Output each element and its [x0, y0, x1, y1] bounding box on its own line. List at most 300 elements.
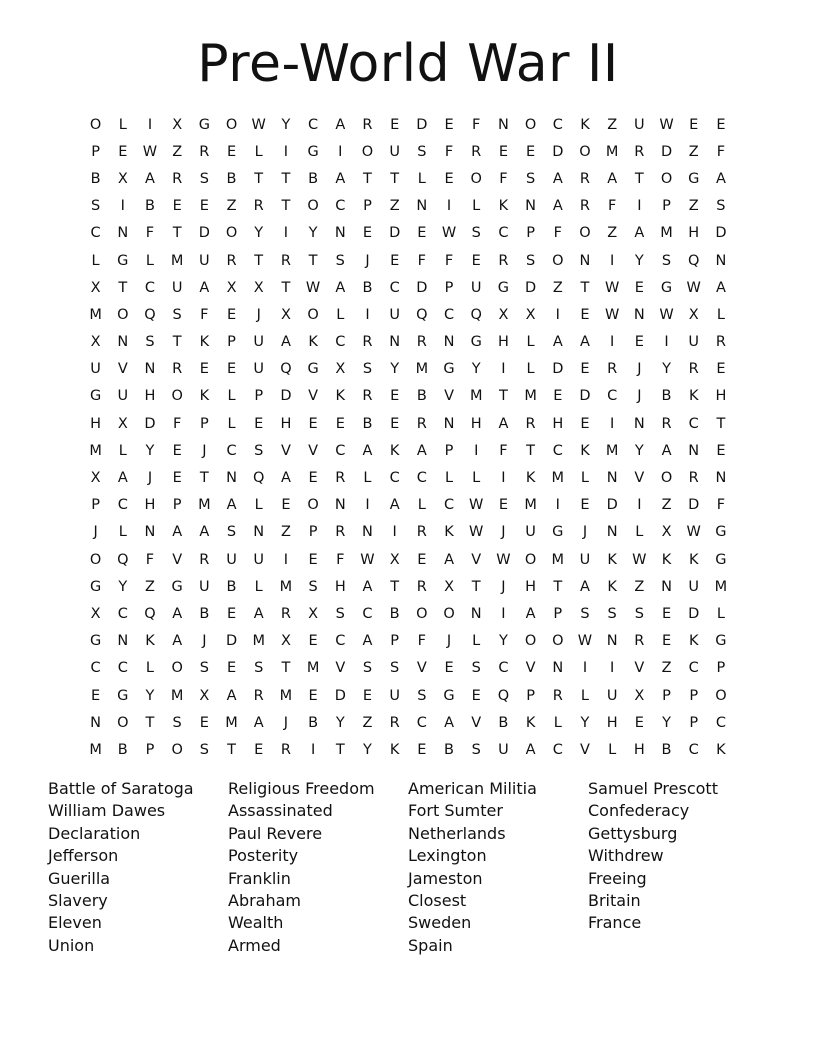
grid-letter: T — [308, 252, 318, 269]
grid-letter: B — [308, 714, 319, 731]
grid-letter: E — [308, 551, 318, 568]
grid-letter: G — [117, 687, 129, 704]
word-bank-item: Britain — [588, 891, 641, 911]
grid-letter: J — [446, 633, 452, 650]
grid-letter: I — [501, 361, 506, 378]
grid-letter: F — [417, 633, 427, 650]
grid-letter: C — [688, 415, 699, 432]
grid-letter: O — [171, 660, 183, 677]
grid-letter: Y — [145, 442, 155, 459]
grid-letter: L — [580, 470, 590, 487]
word-bank-item: American Militia — [408, 779, 537, 798]
grid-letter: B — [90, 170, 101, 187]
grid-letter: N — [334, 225, 346, 242]
grid-letter: M — [415, 361, 429, 378]
word-bank-item: Paul Revere — [228, 823, 323, 843]
grid-letter: A — [525, 605, 536, 622]
grid-letter: C — [498, 225, 509, 242]
grid-letter: S — [199, 660, 209, 677]
grid-letter: V — [117, 361, 128, 378]
word-bank-item: Jameston — [408, 868, 483, 888]
grid-letter: O — [89, 116, 102, 133]
grid-letter: N — [552, 660, 564, 677]
grid-letter: X — [172, 116, 183, 133]
word-bank-item: Assassinated — [228, 801, 333, 821]
grid-letter: Q — [497, 687, 510, 704]
grid-letter: N — [525, 198, 537, 215]
grid-letter: O — [524, 633, 537, 650]
grid-letter: F — [499, 170, 508, 187]
grid-letter: W — [686, 279, 701, 296]
word-bank-item: Union — [48, 935, 95, 955]
word-bank — [48, 778, 768, 957]
grid-letter: B — [362, 279, 373, 296]
grid-letter: Y — [662, 714, 671, 731]
word-bank-item: Religious Freedom — [228, 779, 375, 798]
grid-letter: O — [171, 741, 183, 758]
grid-letter: Y — [390, 361, 400, 378]
grid-letter: W — [469, 497, 484, 514]
grid-letter: G — [715, 633, 727, 650]
grid-letter: R — [199, 143, 210, 160]
grid-letter: I — [283, 143, 289, 160]
grid-letter: R — [552, 687, 563, 704]
grid-letter: M — [170, 252, 184, 269]
grid-letter: F — [607, 198, 617, 215]
grid-letter: G — [715, 524, 727, 541]
grid-letter: S — [362, 660, 373, 677]
grid-letter: Z — [280, 524, 291, 541]
word-bank-item: Eleven — [48, 913, 102, 933]
grid-letter: D — [688, 497, 700, 514]
grid-letter: L — [635, 524, 644, 541]
grid-letter: A — [199, 279, 210, 296]
grid-letter: Q — [253, 470, 265, 487]
grid-letter: B — [226, 578, 237, 595]
grid-letter: E — [417, 741, 427, 758]
grid-letter: L — [716, 605, 725, 622]
grid-letter: A — [335, 116, 346, 133]
grid-letter: K — [498, 198, 509, 215]
grid-letter: Z — [688, 143, 699, 160]
grid-letter: Z — [145, 578, 155, 595]
grid-letter: Y — [634, 252, 644, 269]
grid-letter: G — [715, 551, 727, 568]
grid-letter: O — [552, 633, 564, 650]
grid-letter: L — [118, 524, 127, 541]
grid-letter: R — [498, 252, 509, 269]
page-title: Pre-World War II — [197, 34, 619, 94]
grid-letter: L — [608, 741, 617, 758]
grid-letter: C — [416, 470, 427, 487]
grid-letter: Y — [335, 714, 345, 731]
grid-letter: N — [715, 470, 727, 487]
grid-letter: X — [90, 334, 101, 351]
grid-letter: N — [117, 334, 129, 351]
grid-letter: R — [335, 524, 346, 541]
grid-letter: H — [688, 225, 700, 242]
grid-letter: T — [363, 170, 372, 187]
grid-letter: U — [634, 116, 645, 133]
grid-letter: R — [525, 415, 536, 432]
grid-letter: Z — [607, 116, 618, 133]
grid-letter: K — [525, 714, 536, 731]
grid-letter: O — [579, 225, 591, 242]
grid-letter: T — [145, 714, 155, 731]
grid-letter: L — [363, 470, 372, 487]
grid-letter: E — [444, 116, 454, 133]
grid-letter: J — [637, 361, 642, 378]
grid-letter: K — [444, 524, 454, 541]
grid-letter: T — [553, 578, 563, 595]
grid-letter: Q — [416, 306, 428, 323]
grid-letter: L — [472, 198, 481, 215]
grid-letter: S — [716, 198, 726, 215]
grid-letter: M — [605, 143, 619, 160]
grid-letter: P — [553, 605, 563, 622]
grid-letter: E — [716, 116, 726, 133]
grid-letter: K — [688, 633, 699, 650]
grid-letter: E — [661, 633, 672, 650]
grid-letter: D — [715, 225, 727, 242]
grid-letter: O — [171, 388, 183, 405]
grid-letter: E — [172, 442, 182, 459]
grid-letter: E — [226, 660, 237, 677]
grid-letter: I — [637, 497, 642, 514]
grid-letter: U — [389, 306, 400, 323]
grid-letter: C — [498, 660, 509, 677]
grid-letter: S — [525, 170, 536, 187]
grid-letter: Z — [607, 225, 618, 242]
grid-letter: L — [227, 388, 236, 405]
grid-letter: P — [145, 741, 155, 758]
grid-letter: R — [471, 143, 482, 160]
grid-letter: H — [144, 388, 156, 405]
grid-letter: X — [280, 633, 291, 650]
grid-letter: W — [251, 116, 266, 133]
grid-letter: S — [580, 605, 590, 622]
grid-letter: I — [120, 198, 125, 215]
grid-letter: A — [335, 279, 346, 296]
grid-letter: B — [389, 605, 400, 622]
grid-letter: X — [389, 551, 400, 568]
grid-letter: K — [580, 116, 590, 133]
grid-letter: W — [142, 143, 158, 160]
grid-letter: D — [389, 225, 401, 242]
grid-letter: E — [308, 415, 318, 432]
grid-letter: H — [280, 415, 292, 432]
grid-letter: S — [172, 714, 182, 731]
grid-letter: U — [253, 334, 265, 351]
grid-letter: S — [607, 605, 617, 622]
grid-letter: N — [416, 198, 428, 215]
grid-letter: P — [444, 279, 454, 296]
grid-letter: B — [444, 741, 454, 758]
grid-letter: T — [471, 578, 481, 595]
grid-letter: P — [227, 334, 236, 351]
grid-letter: Q — [117, 551, 129, 568]
grid-letter: W — [360, 551, 375, 568]
grid-letter: Y — [634, 442, 644, 459]
grid-letter: L — [336, 306, 345, 323]
grid-letter: A — [253, 714, 264, 731]
grid-letter: E — [390, 252, 400, 269]
grid-letter: O — [660, 470, 673, 487]
grid-letter: A — [552, 198, 563, 215]
grid-letter: I — [637, 198, 642, 215]
grid-letter: A — [172, 524, 183, 541]
grid-letter: F — [417, 252, 427, 269]
grid-letter: W — [659, 306, 674, 323]
grid-letter: I — [610, 415, 615, 432]
grid-letter: E — [417, 225, 427, 242]
grid-letter: Q — [470, 306, 482, 323]
grid-letter: S — [199, 741, 209, 758]
grid-letter: S — [226, 524, 237, 541]
grid-letter: P — [689, 687, 699, 704]
grid-letter: H — [497, 334, 509, 351]
grid-letter: C — [117, 660, 128, 677]
grid-letter: E — [580, 361, 590, 378]
grid-letter: X — [661, 524, 672, 541]
grid-letter: N — [362, 524, 373, 541]
grid-letter: Q — [688, 252, 700, 269]
grid-letter: P — [526, 687, 535, 704]
grid-letter: Z — [661, 497, 672, 514]
grid-letter: X — [253, 279, 264, 296]
grid-letter: M — [198, 497, 211, 514]
word-bank-item: Slavery — [48, 891, 108, 911]
word-bank-column — [228, 778, 408, 957]
grid-letter: S — [335, 252, 345, 269]
grid-letter: N — [253, 524, 265, 541]
grid-letter: E — [716, 361, 726, 378]
word-bank-item: Confederacy — [588, 801, 690, 821]
grid-letter: A — [525, 741, 536, 758]
grid-letter: C — [117, 605, 128, 622]
grid-letter: F — [145, 225, 155, 242]
grid-letter: G — [443, 687, 455, 704]
grid-letter: H — [90, 415, 102, 432]
word-bank-item: France — [588, 913, 642, 933]
grid-letter: E — [254, 415, 264, 432]
grid-letter: L — [118, 442, 127, 459]
grid-letter: F — [716, 143, 726, 160]
grid-letter: A — [552, 334, 563, 351]
grid-letter: C — [443, 306, 455, 323]
grid-letter: B — [144, 198, 155, 215]
grid-letter: N — [497, 116, 509, 133]
grid-letter: N — [144, 361, 156, 378]
grid-letter: K — [661, 551, 672, 568]
grid-letter: B — [226, 170, 237, 187]
grid-letter: A — [715, 170, 726, 187]
grid-letter: G — [89, 633, 102, 650]
grid-letter: J — [256, 306, 261, 323]
grid-letter: V — [471, 551, 482, 568]
grid-letter: I — [365, 306, 370, 323]
grid-letter: W — [604, 306, 620, 323]
grid-letter: U — [226, 551, 237, 568]
grid-letter: W — [659, 116, 674, 133]
grid-letter: R — [362, 388, 373, 405]
grid-letter: R — [280, 741, 291, 758]
grid-letter: O — [660, 170, 673, 187]
grid-letter: E — [580, 415, 590, 432]
grid-letter: E — [580, 497, 590, 514]
grid-letter: D — [579, 388, 591, 405]
grid-letter: I — [392, 524, 397, 541]
grid-letter: L — [580, 687, 590, 704]
grid-letter: E — [444, 660, 454, 677]
grid-letter: A — [145, 170, 155, 187]
grid-letter: V — [634, 470, 645, 487]
grid-letter: E — [362, 225, 373, 242]
grid-letter: W — [305, 279, 321, 296]
grid-letter: C — [443, 497, 455, 514]
grid-letter: C — [362, 605, 373, 622]
grid-letter: T — [172, 334, 182, 351]
grid-letter: Y — [471, 361, 481, 378]
grid-letter: O — [225, 116, 238, 133]
grid-letter: E — [498, 497, 508, 514]
grid-letter: M — [524, 388, 537, 405]
grid-letter: Y — [498, 633, 508, 650]
grid-letter: S — [471, 741, 481, 758]
grid-letter: A — [634, 225, 645, 242]
grid-letter: E — [226, 143, 237, 160]
grid-letter: R — [172, 170, 183, 187]
grid-letter: W — [686, 524, 701, 541]
grid-letter: T — [281, 198, 291, 215]
grid-letter: K — [308, 334, 318, 351]
grid-letter: E — [172, 470, 182, 487]
grid-letter: L — [444, 470, 454, 487]
grid-letter: M — [89, 442, 102, 459]
grid-letter: V — [172, 551, 183, 568]
grid-letter: I — [446, 198, 452, 215]
grid-letter: I — [283, 551, 289, 568]
grid-letter: C — [117, 497, 128, 514]
grid-letter: L — [227, 415, 236, 432]
grid-letter: I — [501, 470, 506, 487]
grid-letter: S — [90, 198, 101, 215]
grid-letter: H — [470, 415, 482, 432]
grid-letter: O — [579, 143, 591, 160]
grid-letter: S — [254, 442, 264, 459]
grid-letter: G — [688, 170, 700, 187]
grid-letter: C — [552, 442, 563, 459]
grid-letter: L — [254, 497, 263, 514]
grid-letter: G — [443, 361, 455, 378]
grid-letter: X — [117, 170, 128, 187]
grid-letter: M — [469, 388, 483, 405]
grid-letter: G — [307, 143, 319, 160]
grid-letter: S — [417, 687, 427, 704]
word-bank-item: Battle of Saratoga — [48, 779, 194, 798]
grid-letter: N — [226, 470, 237, 487]
grid-letter: X — [90, 279, 101, 296]
grid-letter: L — [254, 143, 263, 160]
grid-letter: F — [444, 143, 454, 160]
grid-letter: R — [226, 252, 237, 269]
grid-letter: P — [91, 497, 100, 514]
grid-letter: U — [606, 687, 618, 704]
grid-letter: I — [555, 306, 560, 323]
grid-letter: A — [580, 578, 590, 595]
grid-letter: V — [308, 388, 319, 405]
grid-letter: O — [443, 605, 455, 622]
grid-letter: C — [389, 279, 400, 296]
grid-letter: A — [362, 442, 373, 459]
grid-letter: A — [172, 605, 183, 622]
grid-letter: P — [662, 687, 671, 704]
grid-letter: I — [555, 497, 560, 514]
grid-letter: H — [144, 497, 156, 514]
grid-letter: T — [254, 170, 264, 187]
grid-letter: O — [307, 497, 319, 514]
grid-letter: Z — [661, 660, 672, 677]
grid-letter: D — [416, 279, 428, 296]
grid-letter: U — [525, 524, 536, 541]
grid-letter: K — [389, 741, 400, 758]
word-bank-item: Franklin — [228, 868, 291, 888]
grid-letter: L — [472, 470, 481, 487]
grid-letter: W — [441, 225, 457, 242]
grid-letter: C — [226, 442, 237, 459]
grid-letter: A — [199, 524, 210, 541]
grid-letter: C — [416, 714, 427, 731]
grid-letter: Z — [552, 279, 563, 296]
grid-letter: H — [606, 714, 618, 731]
grid-letter: M — [252, 633, 265, 650]
grid-letter: S — [417, 143, 427, 160]
grid-letter: N — [470, 605, 482, 622]
grid-letter: M — [89, 306, 102, 323]
grid-letter: R — [634, 143, 645, 160]
grid-letter: Z — [362, 714, 373, 731]
grid-letter: D — [688, 605, 700, 622]
grid-letter: D — [280, 388, 292, 405]
grid-letter: K — [335, 388, 346, 405]
grid-letter: B — [117, 741, 128, 758]
grid-letter: J — [501, 524, 506, 541]
grid-letter: A — [498, 415, 509, 432]
grid-letter: I — [338, 143, 343, 160]
grid-letter: J — [147, 470, 153, 487]
grid-letter: E — [498, 143, 508, 160]
grid-letter: F — [172, 415, 182, 432]
grid-letter: M — [551, 470, 565, 487]
grid-letter: N — [661, 578, 672, 595]
grid-letter: A — [362, 578, 373, 595]
grid-letter: K — [607, 551, 617, 568]
grid-letter: U — [171, 279, 183, 296]
grid-letter: V — [444, 388, 454, 405]
grid-letter: R — [634, 633, 645, 650]
grid-letter: N — [443, 415, 455, 432]
grid-letter: E — [199, 714, 209, 731]
grid-letter: M — [279, 687, 293, 704]
grid-letter: G — [552, 524, 564, 541]
grid-letter: N — [606, 470, 618, 487]
grid-letter: R — [715, 334, 726, 351]
grid-letter: X — [90, 470, 101, 487]
grid-letter: G — [660, 279, 673, 296]
grid-letter: V — [416, 660, 427, 677]
grid-letter: O — [361, 143, 374, 160]
grid-letter: X — [688, 306, 699, 323]
